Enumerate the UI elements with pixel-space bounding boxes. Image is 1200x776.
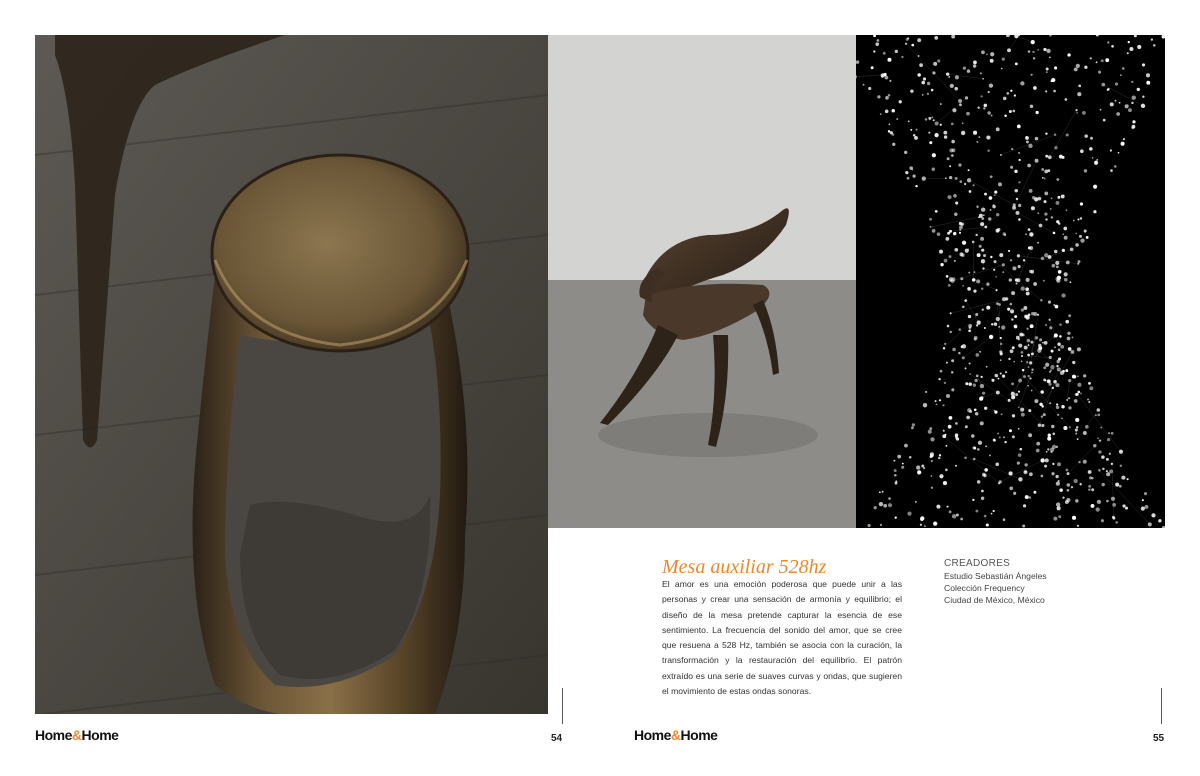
bronze-stool-photo (35, 35, 548, 714)
creators-heading: CREADORES (944, 558, 1011, 569)
article-title: Mesa auxiliar 528hz (662, 556, 827, 578)
logo-word: Home (35, 727, 72, 743)
article-body: El amor es una emoción poderosa que puede unir a las personas y crear una sensación de armonía y equilibrio; el diseño de la mesa pretende capturar la esencia de ese sentimiento. La frecuencia del sonido del amor, que se cree que resuena a 528 Hz, también se asocia con la curación, la transformación y la restauración del equilibrio. El patrón extraído es una serie de suaves curvas y ondas, que sugieren el movimiento de estas ondas sonoras. (662, 579, 902, 697)
logo-word: Home (634, 727, 671, 743)
creator-studio: Estudio Sebastián Ángeles (944, 571, 1047, 581)
creator-location: Ciudad de México, México (944, 595, 1045, 605)
creators-block (944, 558, 1144, 606)
particle-cloud (856, 35, 1165, 528)
bronze-chair-photo (548, 35, 856, 528)
right-page-rule (1161, 688, 1162, 724)
brand-logo-left (35, 727, 118, 743)
chair-illustration (548, 35, 856, 528)
creator-collection: Colección Frequency (944, 583, 1025, 593)
stool-illustration (35, 35, 548, 714)
logo-word: Home (81, 727, 119, 743)
logo-ampersand: & (670, 727, 681, 743)
logo-word: Home (680, 727, 718, 743)
particle-wave-render (856, 35, 1165, 528)
brand-logo-right (634, 727, 717, 743)
left-page-rule (562, 688, 563, 724)
page-number-right: 55 (1153, 733, 1165, 744)
page-number-left: 54 (551, 733, 563, 744)
logo-ampersand: & (71, 727, 82, 743)
